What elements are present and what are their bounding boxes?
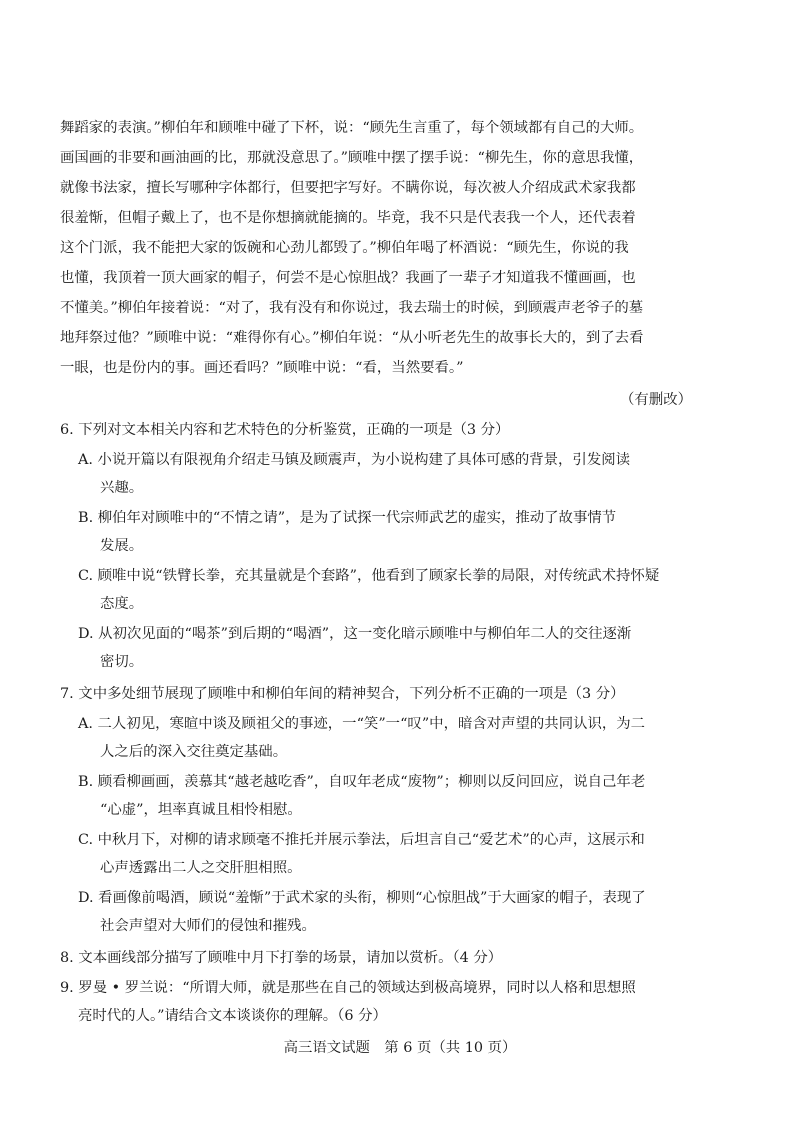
option-b: B. 柳伯年对顾唯中的“不情之请”，是为了试探一代宗师武艺的虚实，推动了故事情节 [78, 510, 617, 526]
question-stem: 7. 文中多处细节展现了顾唯中和柳伯年间的精神契合，下列分析不正确的一项是（3 分） [60, 686, 625, 702]
option-a-continued: 人之后的深入交往奠定基础。 [100, 744, 288, 760]
passage-line: 画国画的非要和画油画的比，那就没意思了。”顾唯中摆了摆手说：“柳先生，你的意思我懂， [60, 150, 644, 166]
option-d: D. 从初次见面的“喝茶”到后期的“喝酒”，这一变化暗示顾唯中与柳伯年二人的交往逐渐 [78, 626, 632, 642]
option-b-continued: “心虚”，坦率真诚且相怜相慰。 [100, 802, 302, 818]
question-stem: 9. 罗曼 • 罗兰说：“所谓大师，就是那些在自己的领域达到极高境界，同时以人格和思想照 [60, 980, 636, 996]
option-b: B. 顾看柳画画，羡慕其“越老越吃香”，自叹年老成“废物”；柳则以反问回应，说自己年老 [78, 774, 646, 790]
passage-line: 一眼，也是份内的事。画还看吗？”顾唯中说：“看，当然要看。” [60, 360, 464, 376]
passage-line: 就像书法家，擅长写哪种字体都行，但要把字写好。不瞒你说，每次被人介绍成武术家我都 [60, 180, 636, 196]
option-a: A. 二人初见，寒暄中谈及顾祖父的事迹，一“笑”一“叹”中，暗含对声望的共同认识，为二 [78, 716, 646, 732]
passage-line: 地拜祭过他？”顾唯中说：“难得你有心。”柳伯年说：“从小听老先生的故事长大的，到了去看 [60, 330, 644, 346]
option-d-continued: 社会声望对大师们的侵蚀和摧残。 [100, 918, 316, 934]
option-c-continued: 心声透露出二人之交肝胆相照。 [100, 860, 302, 876]
passage-line: 舞蹈家的表演。”柳伯年和顾唯中碰了下杯，说：“顾先生言重了，每个领域都有自己的大师。 [60, 120, 644, 136]
option-d-continued: 密切。 [100, 654, 144, 670]
option-d: D. 看画像前喝酒，顾说“羞惭”于武术家的头衔，柳则“心惊胆战”于大画家的帽子，表现了 [78, 890, 646, 906]
passage-line: 很羞惭，但帽子戴上了，也不是你想摘就能摘的。毕竟，我不只是代表我一个人，还代表着 [60, 210, 636, 226]
option-c-continued: 态度。 [100, 596, 144, 612]
passage-line: 不懂美。”柳伯年接着说：“对了，我有没有和你说过，我去瑞士的时候，到顾震声老爷子的墓 [60, 300, 644, 316]
option-b-continued: 发展。 [100, 538, 144, 554]
source-note: （有删改） [620, 392, 692, 408]
passage-line: 这个门派，我不能把大家的饭碗和心劲儿都毁了。”柳伯年喝了杯酒说：“顾先生，你说的我 [60, 240, 629, 256]
option-a-continued: 兴趣。 [100, 480, 144, 496]
option-c: C. 中秋月下，对柳的请求顾毫不推托并展示拳法，后坦言自己“爱艺术”的心声，这展示和 [78, 832, 645, 848]
question-stem: 6. 下列对文本相关内容和艺术特色的分析鉴赏，正确的一项是（3 分） [60, 422, 510, 438]
passage-line: 也懂，我顶着一顶大画家的帽子，何尝不是心惊胆战？我画了一辈子才知道我不懂画画，也 [60, 270, 636, 286]
question-stem: 8. 文本画线部分描写了顾唯中月下打拳的场景，请加以赏析。（4 分） [60, 950, 503, 966]
page-footer: 高三语文试题 第 6 页（共 10 页） [283, 1040, 517, 1056]
option-a: A. 小说开篇以有限视角介绍走马镇及顾震声，为小说构建了具体可感的背景，引发阅读 [78, 452, 630, 468]
question-stem-continued: 亮时代的人。”请结合文本谈谈你的理解。（6 分） [78, 1008, 387, 1024]
option-c: C. 顾唯中说“铁臂长拳，充其量就是个套路”，他看到了顾家长拳的局限，对传统武术持怀疑 [78, 568, 660, 584]
